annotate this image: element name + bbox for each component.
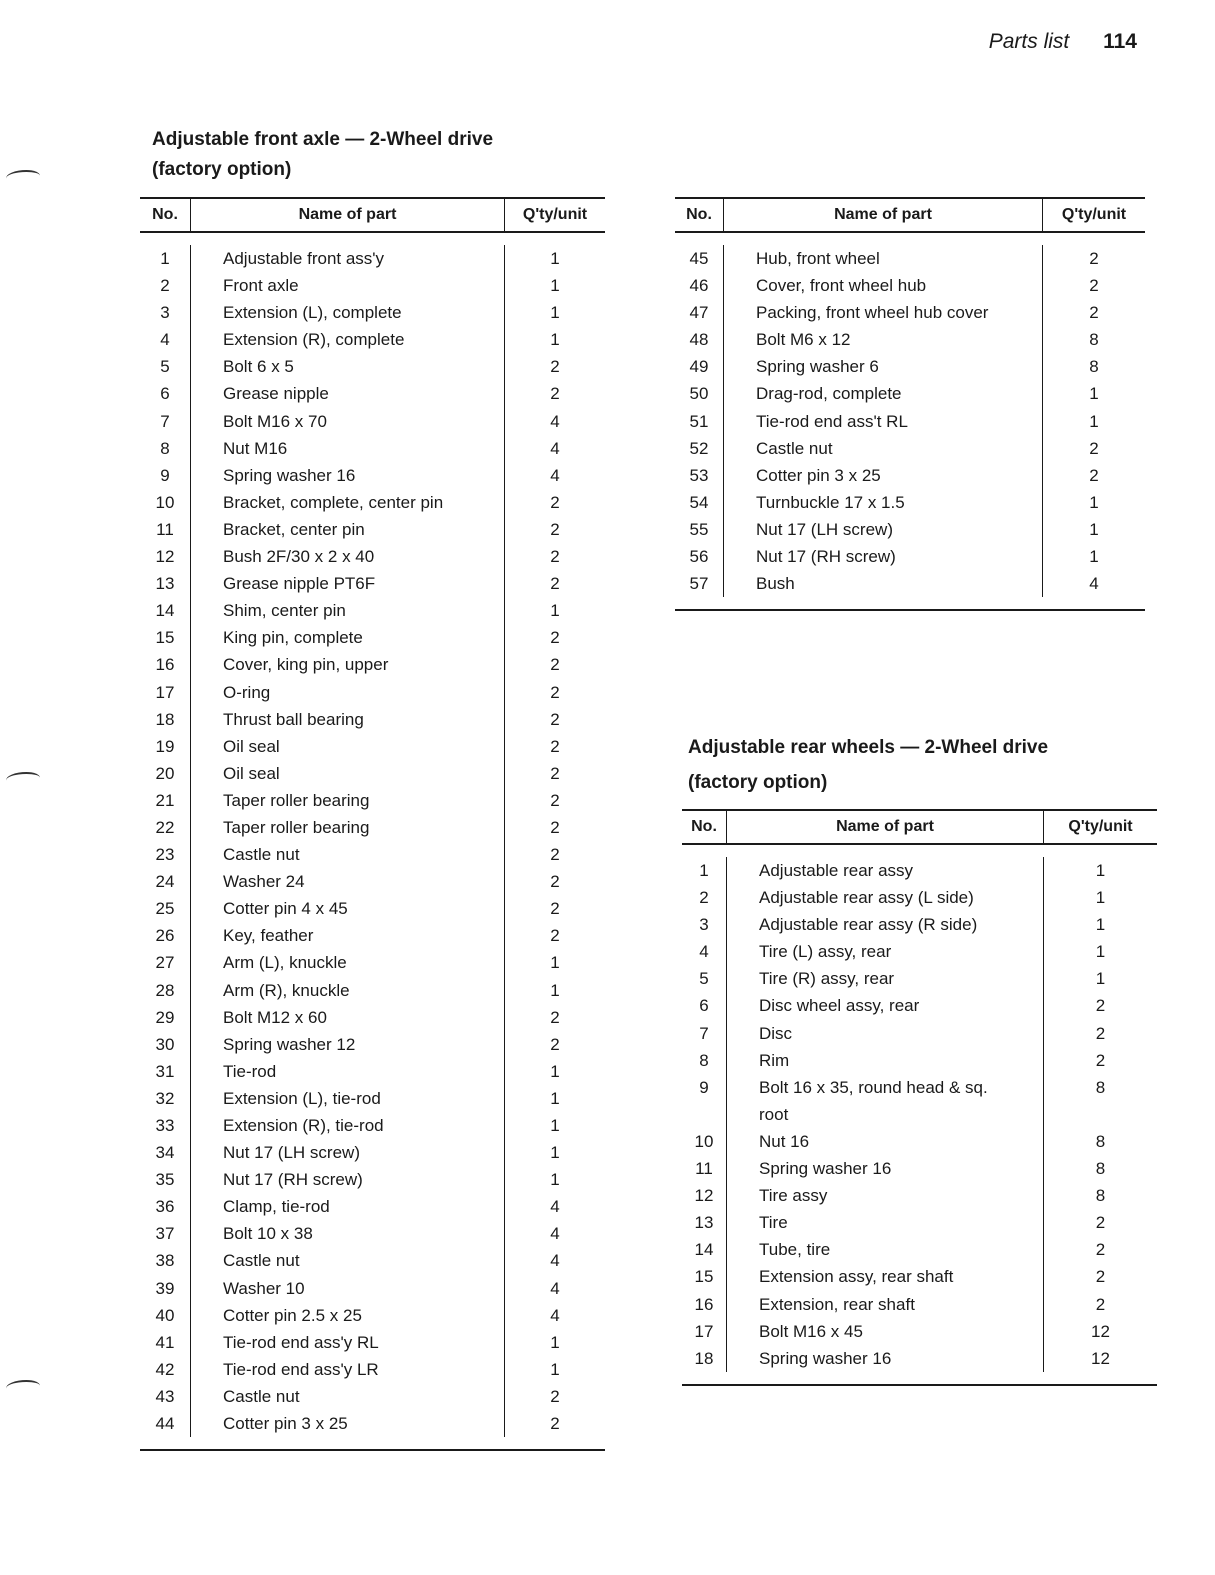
row-number: 3: [160, 303, 170, 323]
part-quantity: 2: [1089, 303, 1099, 323]
part-quantity: 2: [1095, 1294, 1106, 1314]
row-number: 13: [155, 574, 175, 594]
part-name: Cotter pin 2.5 x 25: [223, 1305, 362, 1325]
row-number: 56: [689, 547, 709, 567]
part-quantity: 2: [1089, 465, 1099, 485]
front-axle-title: Adjustable front axle — 2-Wheel drive (factory option): [152, 129, 494, 180]
row-number: [682, 1101, 726, 1128]
part-quantity: 2: [550, 763, 560, 783]
row-number: 12: [155, 547, 175, 567]
part-quantity: 4: [550, 1305, 560, 1325]
part-quantity: 1: [550, 330, 560, 350]
part-quantity: 8: [1089, 330, 1099, 350]
row-number: 53: [689, 465, 709, 485]
row-number: 31: [155, 1061, 175, 1081]
row-number: 34: [155, 1143, 175, 1163]
page-number: 114: [1103, 30, 1137, 53]
part-name: Spring washer 16: [759, 1348, 892, 1368]
part-quantity: 1: [1089, 411, 1099, 431]
part-quantity: 1: [550, 276, 560, 296]
part-name: Thrust ball bearing: [223, 709, 364, 729]
part-name: Spring washer 6: [756, 357, 879, 377]
part-name: Nut 17 (LH screw): [756, 519, 893, 539]
row-number: 27: [155, 953, 175, 973]
row-number: 46: [689, 276, 709, 296]
part-quantity: 1: [1089, 547, 1099, 567]
row-number: 7: [160, 411, 170, 431]
column-header-name: Name of part: [190, 199, 505, 231]
part-name: Clamp, tie-rod: [223, 1197, 330, 1217]
section-label: Parts list: [988, 30, 1070, 53]
column-header-name: Name of part: [723, 199, 1043, 231]
part-name: Bush 2F/30 x 2 x 40: [223, 547, 375, 567]
table-header: [140, 197, 605, 233]
row-number: 4: [699, 942, 709, 962]
part-quantity: 2: [550, 926, 560, 946]
row-number: 10: [155, 492, 175, 512]
part-quantity: 8: [1095, 1077, 1106, 1097]
table-body: [675, 233, 1145, 609]
row-number: 4: [160, 330, 170, 350]
row-number: 2: [160, 276, 170, 296]
part-name: Front axle: [223, 276, 299, 296]
table-header: [675, 197, 1145, 233]
row-number: 41: [155, 1332, 175, 1352]
part-quantity: 2: [550, 899, 560, 919]
part-quantity: 2: [550, 817, 560, 837]
part-quantity: 4: [550, 1278, 560, 1298]
part-quantity: 4: [550, 1197, 560, 1217]
part-name: Tire (L) assy, rear: [759, 942, 892, 962]
binding-mark: [6, 772, 40, 786]
row-number: 18: [155, 709, 175, 729]
row-number: 10: [694, 1131, 714, 1151]
row-number: 29: [155, 1007, 175, 1027]
part-name: Taper roller bearing: [223, 817, 370, 837]
column-header-no: No.: [686, 206, 712, 223]
part-quantity: 2: [1095, 1240, 1106, 1260]
row-number: 52: [689, 438, 709, 458]
part-name: Adjustable rear assy: [759, 861, 914, 880]
part-name: Castle nut: [223, 1386, 300, 1406]
part-quantity: 2: [1095, 1023, 1106, 1043]
part-quantity: 1: [1095, 942, 1106, 962]
column-header-qty: Q'ty/unit: [1061, 206, 1127, 223]
part-quantity: 8: [1095, 1159, 1106, 1179]
row-number: 12: [694, 1186, 714, 1206]
part-name: Extension (R), tie-rod: [223, 1116, 384, 1135]
part-quantity: 1: [550, 1088, 560, 1108]
row-number: 15: [155, 628, 175, 648]
row-number: 1: [699, 861, 709, 880]
part-name: Adjustable rear assy (L side): [759, 888, 974, 908]
part-name: Tie-rod end ass't RL: [756, 411, 908, 431]
row-number: 50: [689, 384, 709, 404]
part-name: O-ring: [223, 682, 271, 702]
part-name: Disc: [759, 1023, 793, 1043]
part-quantity: 1: [1095, 915, 1106, 935]
part-name: Shim, center pin: [223, 601, 346, 621]
part-quantity: 4: [550, 411, 560, 431]
part-quantity: 2: [550, 872, 560, 892]
front-axle-parts-table: [140, 197, 605, 1451]
row-number: 42: [155, 1359, 175, 1379]
part-name: Bolt 16 x 35, round head & sq.: [759, 1077, 988, 1097]
part-name: Drag-rod, complete: [756, 384, 902, 404]
table-body: [140, 233, 605, 1449]
part-name: Nut M16: [223, 438, 288, 458]
part-name: Bolt 6 x 5: [223, 357, 294, 377]
part-name: Arm (L), knuckle: [223, 953, 347, 973]
row-number: 21: [155, 790, 175, 810]
part-name: Extension (R), complete: [223, 330, 405, 350]
part-name: Spring washer 12: [223, 1034, 356, 1054]
binding-mark: [6, 170, 40, 184]
front-wheel-parts-table: [675, 197, 1145, 611]
column-header-no: No.: [691, 818, 717, 835]
part-quantity: 2: [1089, 276, 1099, 296]
part-name: Extension assy, rear shaft: [759, 1267, 954, 1287]
part-name: Disc wheel assy, rear: [759, 996, 920, 1016]
part-quantity: 2: [550, 628, 560, 648]
part-name: Tube, tire: [759, 1240, 831, 1260]
part-quantity: 4: [550, 1224, 560, 1244]
part-name: Tie-rod: [223, 1061, 277, 1081]
column-header-name: Name of part: [726, 811, 1044, 843]
row-number: 15: [694, 1267, 714, 1287]
part-quantity: 1: [1089, 519, 1099, 539]
part-name: Castle nut: [756, 438, 833, 458]
part-quantity: 2: [550, 357, 560, 377]
part-quantity: 2: [550, 1007, 560, 1027]
part-name: Bush: [756, 574, 795, 594]
part-name: Adjustable front ass'y: [223, 249, 385, 268]
part-quantity: 2: [550, 1034, 560, 1054]
part-name: Castle nut: [223, 1251, 300, 1271]
part-name: Extension, rear shaft: [759, 1294, 915, 1314]
part-name: Bolt M6 x 12: [756, 330, 851, 350]
row-number: 18: [694, 1348, 714, 1368]
row-number: 1: [160, 249, 170, 268]
part-quantity: 8: [1095, 1131, 1106, 1151]
row-number: 26: [155, 926, 175, 946]
table-header: [682, 809, 1157, 845]
column-header-no: No.: [152, 206, 178, 223]
rear-wheels-title: Adjustable rear wheels — 2-Wheel drive (factory option): [688, 737, 1049, 793]
row-number: 9: [160, 465, 170, 485]
row-number: 8: [160, 438, 170, 458]
part-name: Spring washer 16: [223, 465, 356, 485]
part-quantity: 1: [550, 1116, 560, 1135]
part-quantity: 1: [1095, 861, 1106, 880]
part-name: Washer 10: [223, 1278, 305, 1298]
part-quantity: 2: [550, 736, 560, 756]
part-quantity: 2: [1095, 1267, 1106, 1287]
row-number: 5: [699, 969, 709, 989]
part-quantity: 8: [1089, 357, 1099, 377]
row-number: 7: [699, 1023, 709, 1043]
part-quantity: 2: [550, 574, 560, 594]
row-number: 14: [155, 601, 175, 621]
row-number: 8: [699, 1050, 709, 1070]
part-name: Oil seal: [223, 736, 280, 756]
part-name: Cotter pin 3 x 25: [756, 465, 881, 485]
part-name: Bracket, complete, center pin: [223, 492, 444, 512]
row-number: 37: [155, 1224, 175, 1244]
part-quantity: 2: [550, 547, 560, 567]
row-number: 11: [695, 1159, 713, 1179]
part-quantity: 2: [550, 682, 560, 702]
table-body: [682, 845, 1157, 1384]
part-name: Bolt 10 x 38: [223, 1224, 313, 1244]
part-quantity: 1: [550, 601, 560, 621]
row-number: 30: [155, 1034, 175, 1054]
part-quantity: 2: [550, 384, 560, 404]
part-name: root: [759, 1104, 789, 1124]
part-quantity: 2: [550, 655, 560, 675]
row-number: 14: [694, 1240, 714, 1260]
part-name: Bolt M16 x 70: [223, 411, 327, 431]
part-quantity: 2: [1089, 249, 1099, 268]
part-name: Nut 17 (RH screw): [223, 1170, 363, 1190]
row-number: 9: [699, 1077, 709, 1097]
part-name: Washer 24: [223, 872, 305, 892]
part-quantity: 2: [550, 1414, 560, 1434]
row-number: 33: [155, 1116, 175, 1135]
part-name: Grease nipple: [223, 384, 329, 404]
row-number: 19: [155, 736, 175, 756]
part-quantity: 2: [550, 709, 560, 729]
row-number: 36: [155, 1197, 175, 1217]
part-quantity: 1: [550, 980, 560, 1000]
row-number: 32: [155, 1088, 175, 1108]
part-name: Bracket, center pin: [223, 519, 365, 539]
row-number: 35: [155, 1170, 175, 1190]
part-name: Arm (R), knuckle: [223, 980, 350, 1000]
part-name: Bolt M12 x 60: [223, 1007, 327, 1027]
page-header: [989, 30, 1137, 54]
row-number: 48: [689, 330, 709, 350]
row-number: 6: [160, 384, 170, 404]
part-quantity: 8: [1095, 1186, 1106, 1206]
row-number: 51: [689, 411, 709, 431]
row-number: 2: [699, 888, 709, 908]
row-number: 17: [694, 1321, 714, 1341]
part-name: Cover, king pin, upper: [223, 655, 389, 675]
part-name: Taper roller bearing: [223, 790, 370, 810]
part-quantity: 2: [1095, 1213, 1106, 1233]
row-number: 38: [155, 1251, 175, 1271]
row-number: 6: [699, 996, 709, 1016]
part-name: Castle nut: [223, 845, 300, 865]
part-quantity: 12: [1091, 1348, 1110, 1368]
part-name: Adjustable rear assy (R side): [759, 915, 978, 935]
part-name: Tire: [759, 1213, 788, 1233]
part-name: Extension (L), complete: [223, 303, 402, 323]
row-number: 17: [155, 682, 175, 702]
row-number: 40: [155, 1305, 175, 1325]
part-quantity: 1: [550, 303, 560, 323]
part-quantity: 1: [550, 1359, 560, 1379]
part-name: Packing, front wheel hub cover: [756, 303, 989, 323]
part-name: Bolt M16 x 45: [759, 1321, 863, 1341]
row-number: 43: [155, 1386, 175, 1406]
part-quantity: 12: [1091, 1321, 1110, 1341]
row-number: 54: [689, 492, 709, 512]
part-quantity: 1: [550, 1143, 560, 1163]
row-number: 22: [155, 817, 175, 837]
part-quantity: 1: [550, 953, 560, 973]
part-name: Extension (L), tie-rod: [223, 1088, 381, 1108]
row-number: 16: [155, 655, 175, 675]
row-number: 47: [689, 303, 709, 323]
part-name: Cotter pin 4 x 45: [223, 899, 348, 919]
part-quantity: 1: [1089, 384, 1099, 404]
part-quantity: 1: [1095, 969, 1106, 989]
part-name: Tire assy: [759, 1186, 828, 1206]
part-name: Key, feather: [223, 926, 314, 946]
row-number: 28: [155, 980, 175, 1000]
part-name: Grease nipple PT6F: [223, 574, 376, 594]
row-number: 3: [699, 915, 709, 935]
row-number: 57: [689, 574, 709, 594]
row-number: 13: [694, 1213, 714, 1233]
part-quantity: [1044, 1101, 1157, 1128]
part-quantity: 2: [550, 519, 560, 539]
part-quantity: 1: [550, 1170, 560, 1190]
part-quantity: 2: [1089, 438, 1099, 458]
row-number: 23: [155, 845, 175, 865]
part-name: Oil seal: [223, 763, 280, 783]
rear-wheels-parts-table: [682, 809, 1157, 1386]
part-name: Nut 17 (RH screw): [756, 547, 896, 567]
part-quantity: 2: [550, 492, 560, 512]
part-name: Nut 16: [759, 1131, 810, 1151]
part-name: Cover, front wheel hub: [756, 276, 927, 296]
part-quantity: 1: [550, 1332, 560, 1352]
part-quantity: 1: [1095, 888, 1106, 908]
part-quantity: 2: [1095, 996, 1106, 1016]
row-number: 49: [689, 357, 709, 377]
part-quantity: 2: [550, 1386, 560, 1406]
part-name: Hub, front wheel: [756, 249, 880, 268]
row-number: 55: [689, 519, 709, 539]
part-name: Cotter pin 3 x 25: [223, 1414, 348, 1434]
part-name: Nut 17 (LH screw): [223, 1143, 360, 1163]
row-number: 5: [160, 357, 170, 377]
row-number: 24: [155, 872, 175, 892]
binding-mark: [6, 1380, 40, 1394]
column-header-qty: Q'ty/unit: [522, 206, 588, 223]
part-name: Tie-rod end ass'y LR: [223, 1359, 379, 1379]
row-number: 16: [694, 1294, 714, 1314]
part-quantity: 2: [1095, 1050, 1106, 1070]
column-header-qty: Q'ty/unit: [1068, 818, 1133, 835]
part-name: Turnbuckle 17 x 1.5: [756, 492, 905, 512]
row-number: 20: [155, 763, 175, 783]
row-number: 39: [155, 1278, 175, 1298]
part-quantity: 1: [550, 1061, 560, 1081]
row-number: 45: [689, 249, 709, 268]
part-name: Tire (R) assy, rear: [759, 969, 895, 989]
row-number: 25: [155, 899, 175, 919]
part-quantity: 4: [550, 438, 560, 458]
part-quantity: 2: [550, 845, 560, 865]
part-name: King pin, complete: [223, 628, 363, 648]
part-quantity: 4: [550, 1251, 560, 1271]
part-name: Spring washer 16: [759, 1159, 892, 1179]
part-quantity: 4: [550, 465, 560, 485]
part-name: Tie-rod end ass'y RL: [223, 1332, 379, 1352]
part-quantity: 2: [550, 790, 560, 810]
part-quantity: 4: [1089, 574, 1099, 594]
row-number: 44: [155, 1414, 175, 1434]
row-number: 11: [156, 519, 174, 539]
part-name: Rim: [759, 1050, 790, 1070]
part-quantity: 1: [550, 249, 560, 268]
part-quantity: 1: [1089, 492, 1099, 512]
